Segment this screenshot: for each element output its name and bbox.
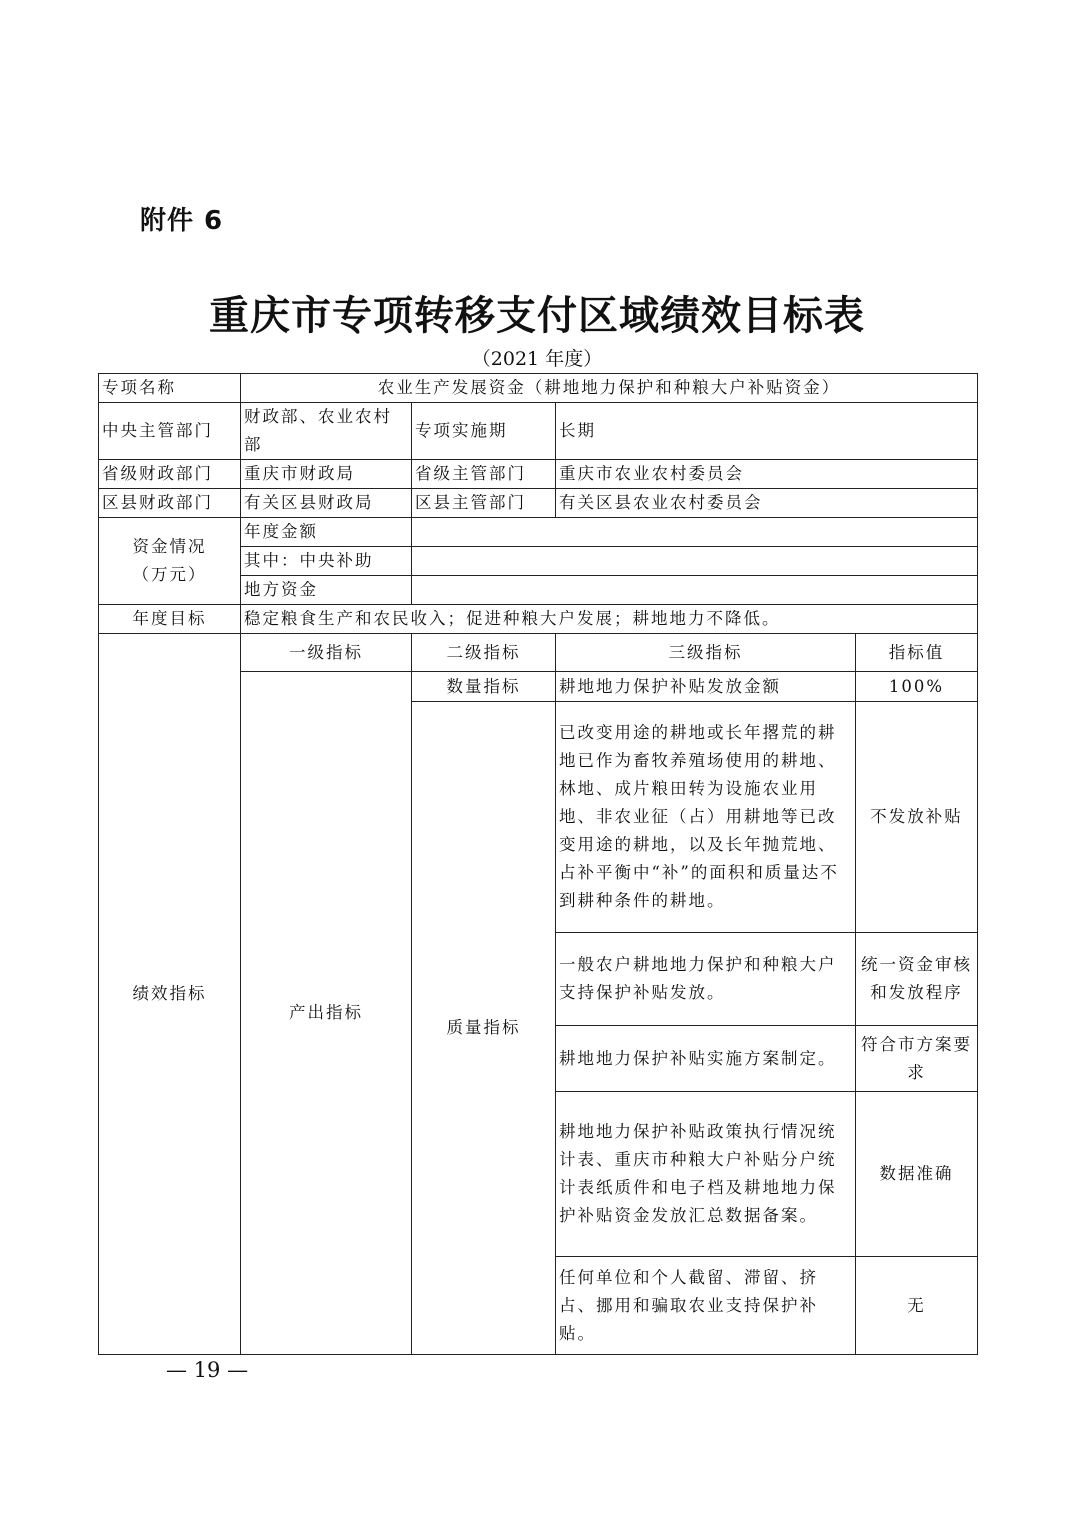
indicator-value: 不发放补贴 [856, 702, 978, 933]
indicator-value: 无 [856, 1257, 978, 1355]
table-row [99, 460, 978, 489]
indicator-value: 符合市方案要求 [856, 1026, 978, 1092]
funds-central-value [412, 547, 978, 576]
funds-label [99, 518, 241, 605]
period-label: 专项实施期 [412, 403, 556, 460]
col-value-header: 指标值 [856, 634, 978, 672]
attachment-label: 附件 6 [140, 206, 224, 236]
county-dept-label: 区县主管部门 [412, 489, 556, 518]
col-level2-header: 二级指标 [412, 634, 556, 672]
level3-item: 耕地地力保护补贴发放金额 [556, 672, 856, 702]
level2-quality: 质量指标 [412, 702, 556, 1355]
funds-central-label: 其中：中央补助 [241, 547, 412, 576]
county-finance-value: 有关区县财政局 [241, 489, 412, 518]
page-number: — 19 — [166, 1358, 249, 1382]
central-dept-label: 中央主管部门 [99, 403, 241, 460]
col-level1-header: 一级指标 [241, 634, 412, 672]
table-row [99, 374, 978, 403]
level3-item: 耕地地力保护补贴实施方案制定。 [556, 1026, 856, 1092]
project-name-label: 专项名称 [99, 374, 241, 403]
prov-finance-value: 重庆市财政局 [241, 460, 412, 489]
table-row [99, 605, 978, 634]
indicator-value: 统一资金审核和发放程序 [856, 933, 978, 1026]
level1-output: 产出指标 [241, 672, 412, 1355]
funds-annual-value [412, 518, 978, 547]
funds-label-line1: 资金情况 [132, 537, 207, 556]
table-row [99, 403, 978, 460]
indicator-value: 数据准确 [856, 1092, 978, 1257]
indicator-value: 100% [856, 672, 978, 702]
funds-label-line2: （万元） [132, 565, 207, 584]
funds-local-label: 地方资金 [241, 576, 412, 605]
project-name-value: 农业生产发展资金（耕地地力保护和种粮大户补贴资金） [241, 374, 978, 403]
prov-finance-label: 省级财政部门 [99, 460, 241, 489]
funds-annual-label: 年度金额 [241, 518, 412, 547]
level3-item: 任何单位和个人截留、滞留、挤占、挪用和骗取农业支持保护补贴。 [556, 1257, 856, 1355]
prov-dept-value: 重庆市农业农村委员会 [556, 460, 978, 489]
table-row [99, 489, 978, 518]
indicators-section-label: 绩效指标 [99, 634, 241, 1355]
funds-local-value [412, 576, 978, 605]
goal-label: 年度目标 [99, 605, 241, 634]
table-row [99, 518, 978, 547]
performance-target-table [98, 373, 978, 1355]
table-row [99, 634, 978, 672]
level3-item: 已改变用途的耕地或长年撂荒的耕地已作为畜牧养殖场使用的耕地、林地、成片粮田转为设施农业用地、非农业征（占）用耕地等已改变用途的耕地，以及长年抛荒地、占补平衡中“补”的面积和质量达不到耕种条件的耕地。 [556, 702, 856, 933]
page-title: 重庆市专项转移支付区域绩效目标表 [209, 293, 865, 339]
col-level3-header: 三级指标 [556, 634, 856, 672]
county-finance-label: 区县财政部门 [99, 489, 241, 518]
county-dept-value: 有关区县农业农村委员会 [556, 489, 978, 518]
level3-item: 一般农户耕地地力保护和种粮大户支持保护补贴发放。 [556, 933, 856, 1026]
level3-item: 耕地地力保护补贴政策执行情况统计表、重庆市种粮大户补贴分户统计表纸质件和电子档及耕地地力保护补贴资金发放汇总数据备案。 [556, 1092, 856, 1257]
level2-quantity: 数量指标 [412, 672, 556, 702]
goal-value: 稳定粮食生产和农民收入；促进种粮大户发展；耕地地力不降低。 [241, 605, 978, 634]
period-value: 长期 [556, 403, 978, 460]
page-subtitle: （2021 年度） [471, 348, 603, 370]
central-dept-value: 财政部、农业农村部 [241, 403, 412, 460]
prov-dept-label: 省级主管部门 [412, 460, 556, 489]
